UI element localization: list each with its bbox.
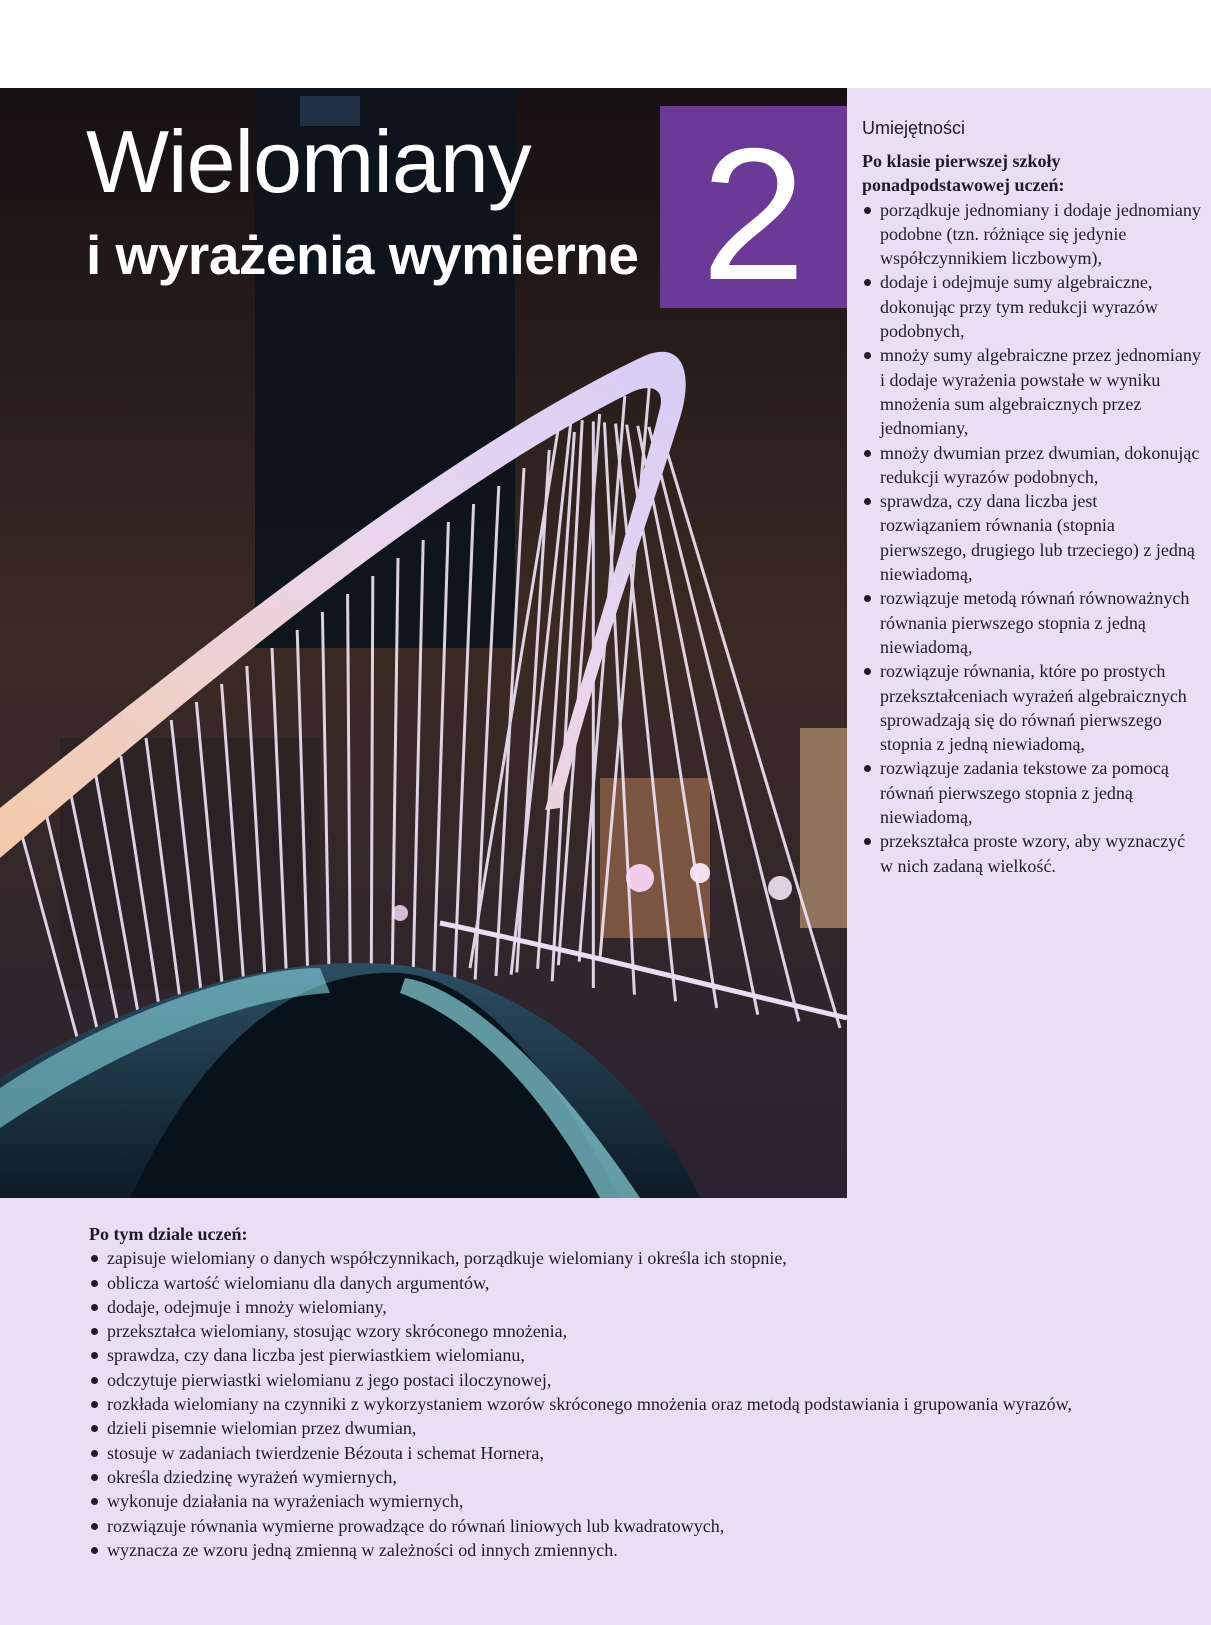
list-item: dzieli pisemnie wielomian przez dwumian,	[89, 1416, 1089, 1440]
chapter-number: 2	[701, 109, 806, 319]
list-item: określa dziedzinę wyrażeń wymiernych,	[89, 1465, 1089, 1489]
chapter-number-badge	[660, 106, 847, 319]
skills-list	[862, 198, 1202, 878]
list-item: oblicza wartość wielomianu dla danych argumentów,	[89, 1271, 1089, 1295]
list-item: przekształca proste wzory, aby wyznaczyć w nich zadaną wielkość.	[862, 829, 1202, 878]
list-item: porządkuje jednomiany i dodaje jednomiany podobne (tzn. różniące się jedynie współczynnikiem liczbowym),	[862, 198, 1202, 271]
list-item: mnoży sumy algebraiczne przez jednomiany i dodaje wyrażenia powstałe w wyniku mnożenia sum algebraicznych przez jednomiany,	[862, 343, 1202, 440]
outcomes-list	[89, 1246, 1089, 1562]
list-item: rozwiązuje równania wymierne prowadzące do równań liniowych lub kwadratowych,	[89, 1514, 1089, 1538]
skills-intro: Po klasie pierwszej szkoły ponadpodstawowej uczeń:	[862, 151, 1065, 196]
list-item: stosuje w zadaniach twierdzenie Bézouta i schemat Hornera,	[89, 1441, 1089, 1465]
chapter-title: Wielomiany	[86, 112, 531, 211]
list-item: dodaje i odejmuje sumy algebraiczne, dokonując przy tym redukcji wyrazów podobnych,	[862, 270, 1202, 343]
list-item: rozwiązuje równania, które po prostych przekształceniach wyrażeń algebraicznych sprowadzają się do równań pierwszego stopnia z jedną niewiadomą,	[862, 659, 1202, 756]
skills-panel	[862, 118, 1202, 878]
chapter-subtitle: i wyrażenia wymierne	[86, 224, 639, 286]
list-item: sprawdza, czy dana liczba jest rozwiązaniem równania (stopnia pierwszego, drugiego lub trzeciego) z jedną niewiadomą,	[862, 489, 1202, 586]
list-item: rozwiązuje metodą równań równoważnych równania pierwszego stopnia z jedną niewiadomą,	[862, 586, 1202, 659]
skills-heading: Umiejętności	[862, 118, 966, 138]
outcomes-section	[89, 1222, 1089, 1562]
list-item: zapisuje wielomiany o danych współczynnikach, porządkuje wielomiany i określa ich stopnie,	[89, 1246, 1089, 1270]
list-item: odczytuje pierwiastki wielomianu z jego postaci iloczynowej,	[89, 1368, 1089, 1392]
list-item: dodaje, odejmuje i mnoży wielomiany,	[89, 1295, 1089, 1319]
list-item: wykonuje działania na wyrażeniach wymiernych,	[89, 1489, 1089, 1513]
list-item: sprawdza, czy dana liczba jest pierwiastkiem wielomianu,	[89, 1343, 1089, 1367]
list-item: mnoży dwumian przez dwumian, dokonując redukcji wyrazów podobnych,	[862, 441, 1202, 490]
list-item: przekształca wielomiany, stosując wzory skróconego mnożenia,	[89, 1319, 1089, 1343]
list-item: rozkłada wielomiany na czynniki z wykorzystaniem wzorów skróconego mnożenia oraz metodą podstawiania i grupowania wyrazów,	[89, 1392, 1089, 1416]
top-margin	[0, 0, 1211, 88]
outcomes-heading: Po tym dziale uczeń:	[89, 1224, 248, 1244]
list-item: wyznacza ze wzoru jedną zmienną w zależności od innych zmiennych.	[89, 1538, 1089, 1562]
list-item: rozwiązuje zadania tekstowe za pomocą równań pierwszego stopnia z jedną niewiadomą,	[862, 756, 1202, 829]
bridge-cable	[371, 576, 373, 998]
